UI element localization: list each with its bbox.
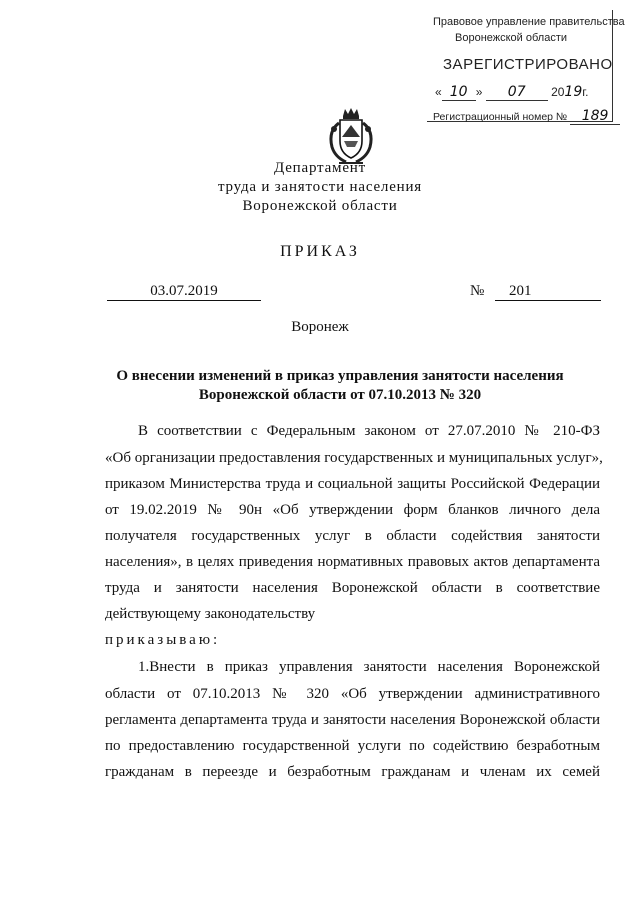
order-date: 03.07.2019 [107, 283, 261, 301]
body-line: гражданам в переезде и безработным гражданам и членам их семей [105, 764, 600, 780]
stamp-year-prefix: 20 [551, 85, 565, 99]
stamp-org-line2: Воронежской области [455, 32, 568, 44]
body-line: «Об организации предоставления государственных и муниципальных услуг», [105, 450, 603, 466]
number-sign: № [470, 283, 485, 299]
stamp-day: 10 [442, 84, 476, 101]
body-line: 1.Внести в приказ управления занятости населения Воронежской [138, 659, 600, 675]
body-line: В соответствии с Федеральным законом от 27.07.2010 № 210-ФЗ [138, 423, 600, 439]
department-line1: Департамент [274, 160, 366, 176]
stamp-year-suffix: г. [582, 85, 589, 99]
order-number: 201 [495, 283, 601, 301]
body-line: населения», в целях приведения нормативных правовых актов департамента [105, 554, 600, 570]
department-line2: труда и занятости населения [217, 179, 423, 195]
body-line: труда и занятости населения Воронежской области в соответствие [105, 580, 600, 596]
registration-stamp [425, 10, 625, 130]
department-line3: Воронежской области [242, 198, 398, 214]
order-title-line2: Воронежской области от 07.10.2013 № 320 [198, 387, 482, 403]
document-type: ПРИКАЗ [280, 243, 360, 260]
order-title-line1: О внесении изменений в приказ управления занятости населения [116, 368, 564, 384]
body-line: области от 07.10.2013 № 320 «Об утверждении административного [105, 686, 600, 702]
city: Воронеж [291, 319, 349, 335]
body-line: регламента департамента труда и занятости населения Воронежской области [105, 712, 600, 728]
body-line: получателя государственных услуг в области содействия занятости [105, 528, 600, 544]
body-line: по предоставлению государственной услуги по содействию безработным [105, 738, 600, 754]
stamp-reg-row [433, 108, 620, 125]
body-line: приказом Министерства труда и социальной защиты Российской Федерации [105, 476, 600, 492]
stamp-reg-number: 189 [570, 108, 620, 125]
stamp-year: 19 [564, 84, 583, 100]
stamp-month: 07 [486, 84, 548, 101]
body-line: от 19.02.2019 № 90н «Об утверждении форм бланков личного дела [105, 502, 600, 518]
stamp-reg-label: Регистрационный номер № [433, 111, 568, 123]
stamp-org-line1: Правовое управление правительства [433, 16, 625, 28]
body-line-order-word: приказываю: [105, 632, 221, 648]
coat-of-arms-icon [325, 107, 377, 167]
stamp-registered: ЗАРЕГИСТРИРОВАНО [443, 56, 613, 73]
body-line: действующему законодательству [105, 606, 316, 622]
stamp-date-row: « 10 » 07 2019г. [435, 84, 589, 100]
